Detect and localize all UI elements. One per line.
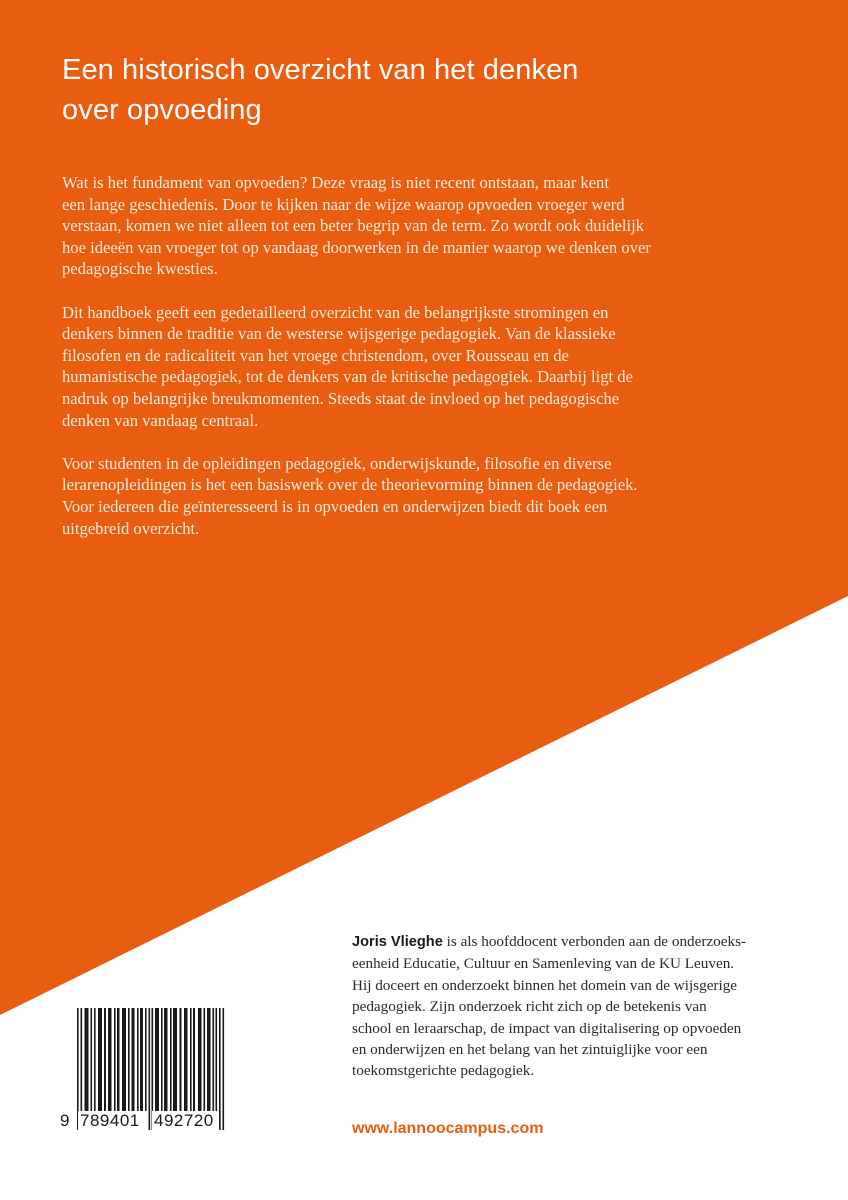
- blurb-line: nadruk op belangrijke breukmomenten. Steeds staat de invloed op het pedagogische: [62, 388, 620, 408]
- barcode-lead-digit: 9: [60, 1111, 70, 1130]
- bio-line: is als hoofddocent verbonden aan de onderzoeks-: [442, 933, 747, 950]
- barcode-group-2: 492720: [154, 1111, 214, 1130]
- isbn-barcode: [60, 1005, 240, 1140]
- blurb-line: verstaan, komen we niet alleen tot een beter begrip van de term. Zo wordt ook duidelijk: [62, 216, 644, 236]
- blurb-line: denken van vandaag centraal.: [62, 410, 259, 430]
- barcode-group-1: 789401: [80, 1111, 140, 1130]
- blurb-line: Wat is het fundament van opvoeden? Deze vraag is niet recent ontstaan, maar kent: [62, 173, 609, 192]
- bio-line: toekomstgerichte pedagogiek.: [352, 1062, 535, 1080]
- blurb-paragraph-1: [62, 172, 802, 280]
- blurb-line: pedagogische kwesties.: [62, 259, 218, 279]
- blurb: [62, 172, 802, 561]
- bio-line: Hij doceert en onderzoekt binnen het domein van de wijsgerige: [352, 976, 738, 994]
- blurb-line: een lange geschiedenis. Door te kijken naar de wijze waarop opvoeden vroeger werd: [62, 194, 625, 214]
- blurb-line: denkers binnen de traditie van de westerse wijsgerige pedagogiek. Van de klassieke: [62, 324, 616, 344]
- author-name: Joris Vlieghe: [352, 934, 443, 950]
- blurb-line: hoe ideeën van vroeger tot op vandaag doorwerken in de manier waarop we denken over: [62, 237, 651, 257]
- back-cover-title: [62, 50, 822, 130]
- bio-line: eenheid Educatie, Cultuur en Samenleving van de KU Leuven.: [352, 955, 735, 973]
- blurb-line: Voor iedereen die geïnteresseerd is in opvoeden en onderwijzen biedt dit boek een: [62, 496, 608, 516]
- blurb-line: Dit handboek geeft een gedetailleerd overzicht van de belangrijkste stromingen en: [62, 302, 609, 322]
- author-bio: [352, 931, 822, 1082]
- blurb-line: Voor studenten in de opleidingen pedagogiek, onderwijskunde, filosofie en diverse: [62, 453, 612, 473]
- title-line-1: Een historisch overzicht van het denken: [62, 54, 579, 86]
- publisher-website-link[interactable]: www.lannoocampus.com: [352, 1120, 544, 1137]
- blurb-line: uitgebreid overzicht.: [62, 518, 200, 538]
- blurb-line: humanistische pedagogiek, tot de denkers van de kritische pedagogiek. Daarbij ligt de: [62, 367, 633, 387]
- blurb-line: filosofen en de radicaliteit van het vroege christendom, over Rousseau en de: [62, 345, 569, 365]
- bio-line: pedagogiek. Zijn onderzoek richt zich op de betekenis van: [352, 998, 707, 1016]
- bio-line: school en leraarschap, de impact van digitalisering op opvoeden: [352, 1019, 742, 1037]
- blurb-paragraph-3: [62, 453, 802, 539]
- title-line-2: over opvoeding: [62, 94, 262, 126]
- bio-line: en onderwijzen en het belang van het zintuiglijke voor een: [352, 1041, 708, 1059]
- blurb-paragraph-2: [62, 302, 802, 432]
- blurb-line: lerarenopleidingen is het een basiswerk over de theorievorming binnen de pedagogiek.: [62, 475, 638, 495]
